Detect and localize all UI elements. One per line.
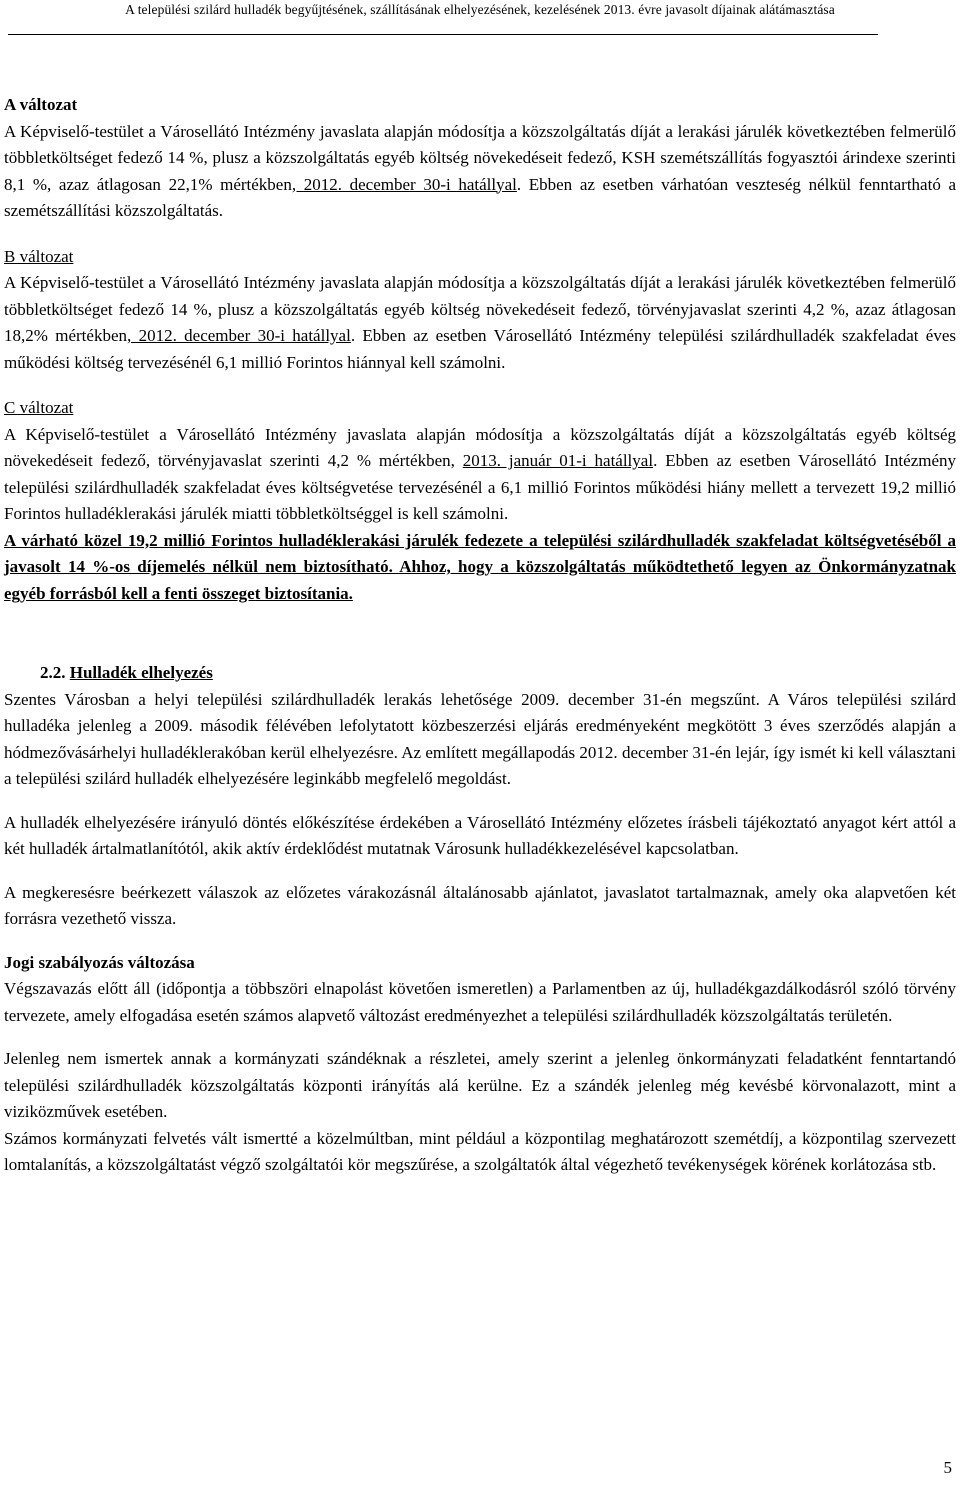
variant-c-text1: A Képviselő-testület a Városellátó Intézmény javaslata alapján módosítja a közszolgáltatás díját a közszolgáltatás egyéb költség növekedéseit fedező, törvényjavaslat szerinti 4,2 % mértékben, bbox=[4, 424, 956, 470]
section-2-2-number: 2.2. bbox=[40, 663, 66, 682]
variant-c-underlined: 2013. január 01-i hatállyal bbox=[462, 451, 654, 470]
variant-a-text1: A Képviselő-testület a Városellátó Intézmény javaslata alapján módosítja a közszolgáltatás díját a lerakási járulék következtében felmerülő többletköltséget fedező 14 %, plusz a közszolgáltatás egyéb költség növekedéseit fedező, KSH szemétszállítás fogyasztói árindexe szerinti 8,1 %, azaz átlagosan 22,1% mértékben bbox=[4, 121, 956, 194]
legal-para2: Jelenleg nem ismertek annak a kormányzati szándéknak a részletei, amely szerint a jelenleg önkormányzati feladatként fenntartandó települési szilárdhulladék közszolgáltatás központi irányítás alá kerülne. Ez a szándék jelenleg még kevésbé körvonalazott, mint a viziközművek esetében. bbox=[4, 1049, 956, 1121]
variant-a-underlined: , 2012. december 30-i hatállyal bbox=[291, 174, 517, 194]
variant-c-emphasis: A várható közel 19,2 millió Forintos hulladéklerakási járulék fedezete a települési szilárdhulladék szakfeladat költségvetéséből a javasolt 14 %-os díjemelés nélkül nem biztosítható. Ahhoz, hogy a közszolgáltatás működtethető legyen az Önkormányzatnak egyéb forrásból kell a fenti összeget biztosítania. bbox=[4, 530, 956, 603]
legal-para1: Végszavazás előtt áll (időpontja a többszöri elnapolást követően ismeretlen) a Parlamentben az új, hulladékgazdálkodásról szóló törvény tervezete, amely elfogadása esetén számos alapvető változást eredményezhet a települési szilárdhulladék közszolgáltatás területén. bbox=[4, 979, 956, 1025]
variant-b-title: B változat bbox=[4, 246, 74, 266]
variant-b-text1: A Képviselő-testület a Városellátó Intézmény javaslata alapján módosítja a közszolgáltatás díját a lerakási járulék következtében felmerülő többletköltséget fedező 14 %, plusz a közszolgáltatás egyéb költség növekedéseit fedező, törvényjavaslat szerinti 4,2 %, azaz átlagosan 18,2% mértékben bbox=[4, 273, 956, 345]
variant-a-paragraph bbox=[4, 119, 956, 225]
section-2-2-para2: A hulladék elhelyezésére irányuló döntés előkészítése érdekében a Városellátó Intézmény előzetes írásbeli tájékoztató anyagot kért attól a két hulladék ártalmatlanítótól, akik aktív érdeklődést mutatnak Városunk hulladékkezelésével kapcsolatban. bbox=[4, 812, 956, 858]
section-2-2-para1: Szentes Városban a helyi települési szilárdhulladék lerakás lehetősége 2009. december 31-én megszűnt. A Város települési szilárd hulladéka jelenleg a 2009. második félévében lefolytatott közbeszerzési eljárás eredményeként megkötött 3 éves szerződés alapján a hódmezővásárhelyi hulladéklerakóban kerül elhelyezésre. Az említett megállapodás 2012. december 31-én lejár, így ismét ki kell választani a települési szilárd hulladék elhelyezésére leginkább megfelelő megoldást. bbox=[4, 689, 956, 788]
variant-b-text2: . Ebben az esetben Városellátó Intézmény települési szilárdhulladék szakfeladat éves működési költség tervezésénél 6,1 millió Forintos hiánnyal kell számolni. bbox=[4, 326, 956, 372]
section-2-2-title: Hulladék elhelyezés bbox=[69, 663, 213, 682]
section-2-2-heading bbox=[4, 660, 956, 687]
variant-b-paragraph bbox=[4, 270, 956, 376]
running-header: A települési szilárd hulladék begyűjtésének, szállításának elhelyezésének, kezelésének 2013. évre javasolt díjainak alátámasztása bbox=[125, 2, 835, 17]
document-body bbox=[4, 92, 956, 1179]
legal-title: Jogi szabályozás változása bbox=[4, 952, 195, 972]
variant-c-title: C változat bbox=[4, 398, 74, 417]
variant-b-underlined: , 2012. december 30-i hatállyal bbox=[127, 326, 351, 345]
variant-c-text2: . Ebben az esetben Városellátó Intézmény települési szilárdhulladék szakfeladat éves költségvetése tervezésénél a 6,1 millió Forintos működési hiány mellett a tervezett 19,2 millió Forintos hulladéklerakási járulék miatti többletköltséggel is kell számolni. bbox=[4, 451, 957, 523]
page-number: 5 bbox=[943, 1458, 952, 1477]
section-2-2-para3: A megkeresésre beérkezett válaszok az előzetes várakozásnál általánosabb ajánlatot, javaslatot tartalmaznak, amely oka alapvetően két forrásra vezethető vissza. bbox=[4, 882, 956, 928]
variant-a-text2: . Ebben az esetben várhatóan veszteség nélkül fenntartható a szemétszállítási közszolgáltatás. bbox=[4, 174, 956, 220]
legal-para3: Számos kormányzati felvetés vált ismertté a közelmúltban, mint például a központilag meghatározott szemétdíj, a központilag szervezett lomtalanítás, a közszolgáltatást végző szolgáltatói kör megszűrése, a szolgáltatók által végezhető tevékenységek körének korlátozása stb. bbox=[4, 1128, 956, 1174]
header-rule bbox=[8, 34, 878, 35]
variant-c-paragraph bbox=[4, 422, 956, 528]
variant-a-title: A változat bbox=[4, 95, 78, 114]
